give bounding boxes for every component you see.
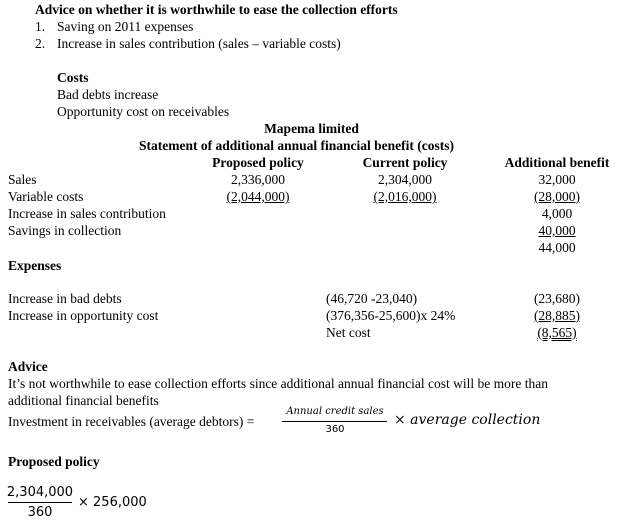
proposed-multiplier: × 256,000 bbox=[78, 495, 147, 510]
proposed-fraction-line bbox=[8, 502, 72, 503]
advice-text: additional financial benefits bbox=[8, 393, 159, 408]
list-item-number: 1. bbox=[35, 19, 46, 34]
cell-total: 44,000 bbox=[538, 240, 576, 255]
statement-title: Statement of additional annual financial benefit (costs) bbox=[139, 138, 455, 153]
cell-proposed: 2,336,000 bbox=[231, 172, 285, 187]
expenses-title: Expenses bbox=[8, 258, 62, 273]
list-item: Saving on 2011 expenses bbox=[57, 19, 194, 34]
cell-additional: 40,000 bbox=[538, 223, 576, 238]
costs-item: Bad debts increase bbox=[57, 87, 159, 102]
page-heading: Advice on whether it is worthwhile to ease the collection efforts bbox=[35, 2, 398, 17]
net-cost-label: Net cost bbox=[326, 325, 371, 340]
expense-calc: (46,720 -23,040) bbox=[326, 291, 418, 306]
cell-additional: (28,885) bbox=[533, 308, 581, 323]
cell-current: 2,304,000 bbox=[378, 172, 432, 187]
row-label: Increase in sales contribution bbox=[8, 206, 166, 221]
formula-numerator: Annual credit sales bbox=[286, 406, 384, 417]
row-label: Savings in collection bbox=[8, 223, 122, 238]
net-cost-value: (8,565) bbox=[537, 325, 577, 340]
formula-fraction-line bbox=[282, 421, 387, 422]
cell-proposed: (2,044,000) bbox=[226, 189, 290, 204]
col-header-proposed: Proposed policy bbox=[212, 155, 304, 170]
advice-title: Advice bbox=[8, 359, 48, 374]
cell-additional: (23,680) bbox=[533, 291, 581, 306]
row-label: Variable costs bbox=[8, 189, 84, 204]
cell-current: (2,016,000) bbox=[373, 189, 437, 204]
proposed-numerator: 2,304,000 bbox=[6, 485, 74, 500]
expense-label: Increase in opportunity cost bbox=[8, 308, 159, 323]
formula-tail: × average collection bbox=[394, 412, 541, 428]
col-header-additional: Additional benefit bbox=[504, 155, 610, 170]
cell-additional: 32,000 bbox=[538, 172, 576, 187]
costs-item: Opportunity cost on receivables bbox=[57, 104, 230, 119]
list-item: Increase in sales contribution (sales – variable costs) bbox=[57, 36, 341, 51]
formula-label: Investment in receivables (average debtors) = bbox=[8, 414, 255, 429]
expense-label: Increase in bad debts bbox=[8, 291, 122, 306]
expense-calc: (376,356-25,600)x 24% bbox=[326, 308, 456, 323]
col-header-current: Current policy bbox=[362, 155, 448, 170]
cell-additional: 4,000 bbox=[541, 206, 573, 221]
row-label: Sales bbox=[8, 172, 37, 187]
formula-denominator: 360 bbox=[325, 424, 345, 435]
proposed-title: Proposed policy bbox=[8, 454, 100, 469]
proposed-denominator: 360 bbox=[27, 505, 53, 520]
company-name: Mapema limited bbox=[264, 121, 359, 136]
list-item-number: 2. bbox=[35, 36, 46, 51]
costs-title: Costs bbox=[57, 70, 89, 85]
advice-text: It’s not worthwhile to ease collection efforts since additional annual financial cost will be more than bbox=[8, 376, 548, 391]
cell-additional: (28,000) bbox=[533, 189, 581, 204]
